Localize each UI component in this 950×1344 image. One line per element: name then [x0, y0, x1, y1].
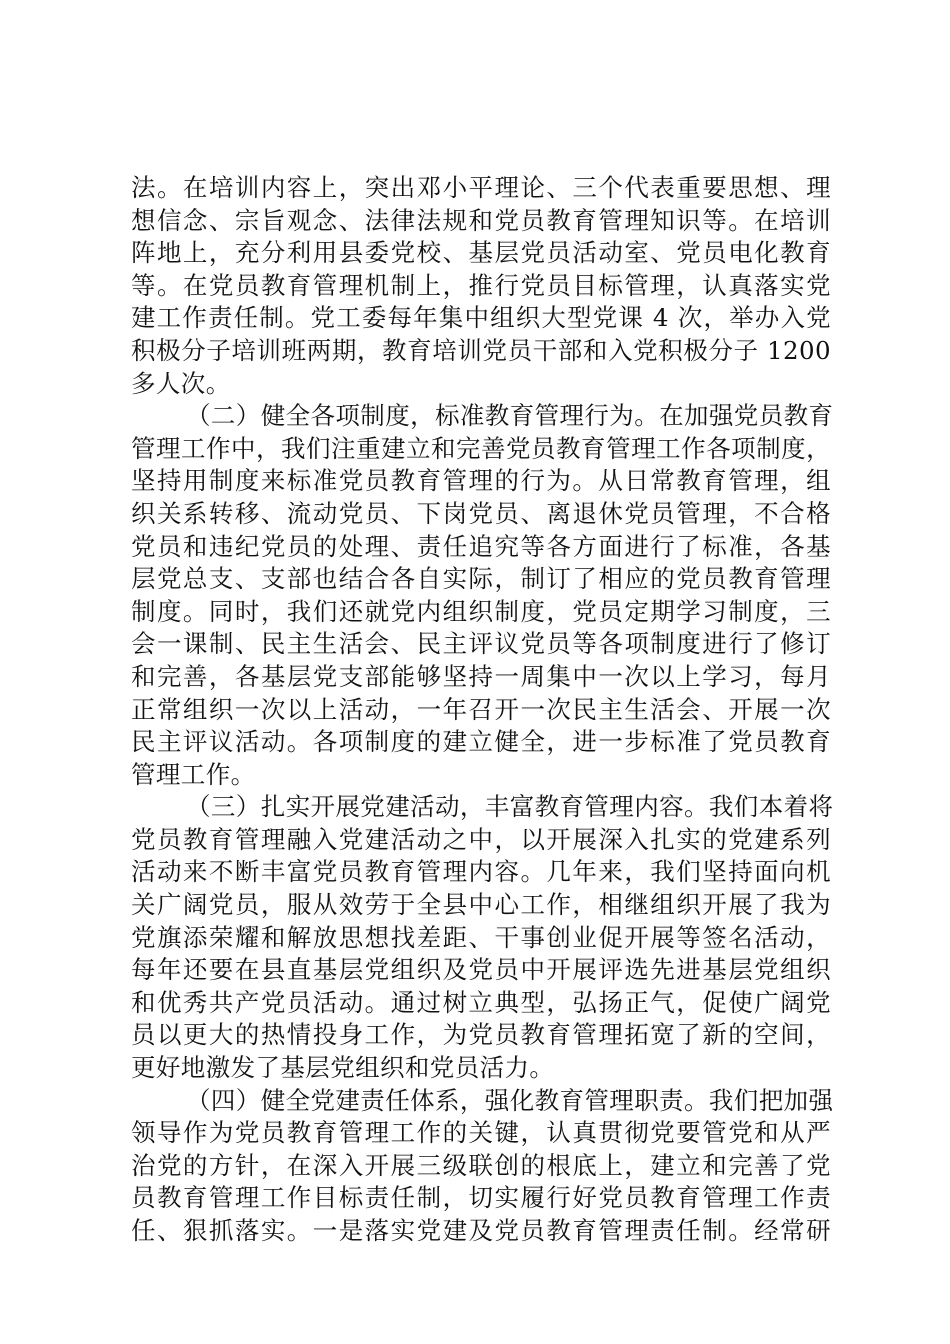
text-line: 会一课制、民主生活会、民主评议党员等各项制度进行了修订 — [131, 629, 831, 659]
text-line: 坚持用制度来标准党员教育管理的行为。从日常教育管理，组 — [131, 466, 831, 496]
text-line: 关广阔党员，服从效劳于全县中心工作，相继组织开展了我为 — [131, 890, 831, 920]
text-line: 每年还要在县直基层党组织及党员中开展评选先进基层党组织 — [131, 955, 831, 985]
text-line: 员以更大的热情投身工作，为党员教育管理拓宽了新的空间， — [131, 1020, 831, 1050]
text-line: 法。在培训内容上，突出邓小平理论、三个代表重要思想、理 — [131, 173, 831, 202]
text-line: 管理工作中，我们注重建立和完善党员教育管理工作各项制度， — [131, 433, 831, 463]
text-line: 党旗添荣耀和解放思想找差距、干事创业促开展等签名活动， — [131, 922, 831, 952]
text-line: 积极分子培训班两期，教育培训党员干部和入党积极分子 1200 — [131, 335, 831, 365]
body-text — [131, 172, 834, 1248]
text-line: 党员和违纪党员的处理、责任追究等各方面进行了标准，各基 — [131, 531, 831, 561]
text-line: 建工作责任制。党工委每年集中组织大型党课 4 次，举办入党 — [131, 303, 831, 333]
text-line: 党员教育管理融入党建活动之中，以开展深入扎实的党建系列 — [131, 824, 831, 854]
text-line: 织关系转移、流动党员、下岗党员、离退休党员管理，不合格 — [131, 498, 831, 528]
text-line: 阵地上，充分利用县委党校、基层党员活动室、党员电化教育 — [131, 238, 831, 268]
text-line: 多人次。 — [131, 368, 231, 398]
text-line: 更好地激发了基层党组织和党员活力。 — [131, 1053, 555, 1083]
text-line: 活动来不断丰富党员教育管理内容。几年来，我们坚持面向机 — [131, 857, 831, 887]
text-line: 管理工作。 — [131, 759, 256, 789]
text-line: 治党的方针，在深入开展三级联创的根底上，建立和完善了党 — [131, 1150, 831, 1180]
paragraph-section-three — [131, 791, 834, 1084]
paragraph-section-two — [131, 400, 834, 791]
text-line: 等。在党员教育管理机制上，推行党员目标管理，认真落实党 — [131, 270, 831, 300]
paragraph-training-content — [131, 172, 831, 400]
text-line: 层党总支、支部也结合各自实际，制订了相应的党员教育管理 — [131, 564, 831, 594]
text-line: 任、狠抓落实。一是落实党建及党员教育管理责任制。经常研 — [131, 1216, 831, 1245]
text-line: 制度。同时，我们还就党内组织制度，党员定期学习制度，三 — [131, 596, 831, 626]
text-line: 领导作为党员教育管理工作的关键，认真贯彻党要管党和从严 — [131, 1118, 831, 1148]
text-line: 员教育管理工作目标责任制，切实履行好党员教育管理工作责 — [131, 1183, 831, 1213]
paragraph-heading-line: （二）健全各项制度，标准教育管理行为。在加强党员教育 — [186, 401, 834, 431]
text-line: 民主评议活动。各项制度的建立健全，进一步标准了党员教育 — [131, 727, 831, 757]
paragraph-heading-line: （四）健全党建责任体系，强化教育管理职责。我们把加强 — [186, 1085, 834, 1115]
text-line: 正常组织一次以上活动，一年召开一次民主生活会、开展一次 — [131, 694, 831, 724]
paragraph-heading-line: （三）扎实开展党建活动，丰富教育管理内容。我们本着将 — [186, 792, 834, 822]
text-line: 和优秀共产党员活动。通过树立典型，弘扬正气，促使广阔党 — [131, 987, 831, 1017]
paragraph-section-four — [131, 1085, 834, 1248]
text-line: 想信念、宗旨观念、法律法规和党员教育管理知识等。在培训 — [131, 205, 831, 235]
text-line: 和完善，各基层党支部能够坚持一周集中一次以上学习，每月 — [131, 661, 831, 691]
